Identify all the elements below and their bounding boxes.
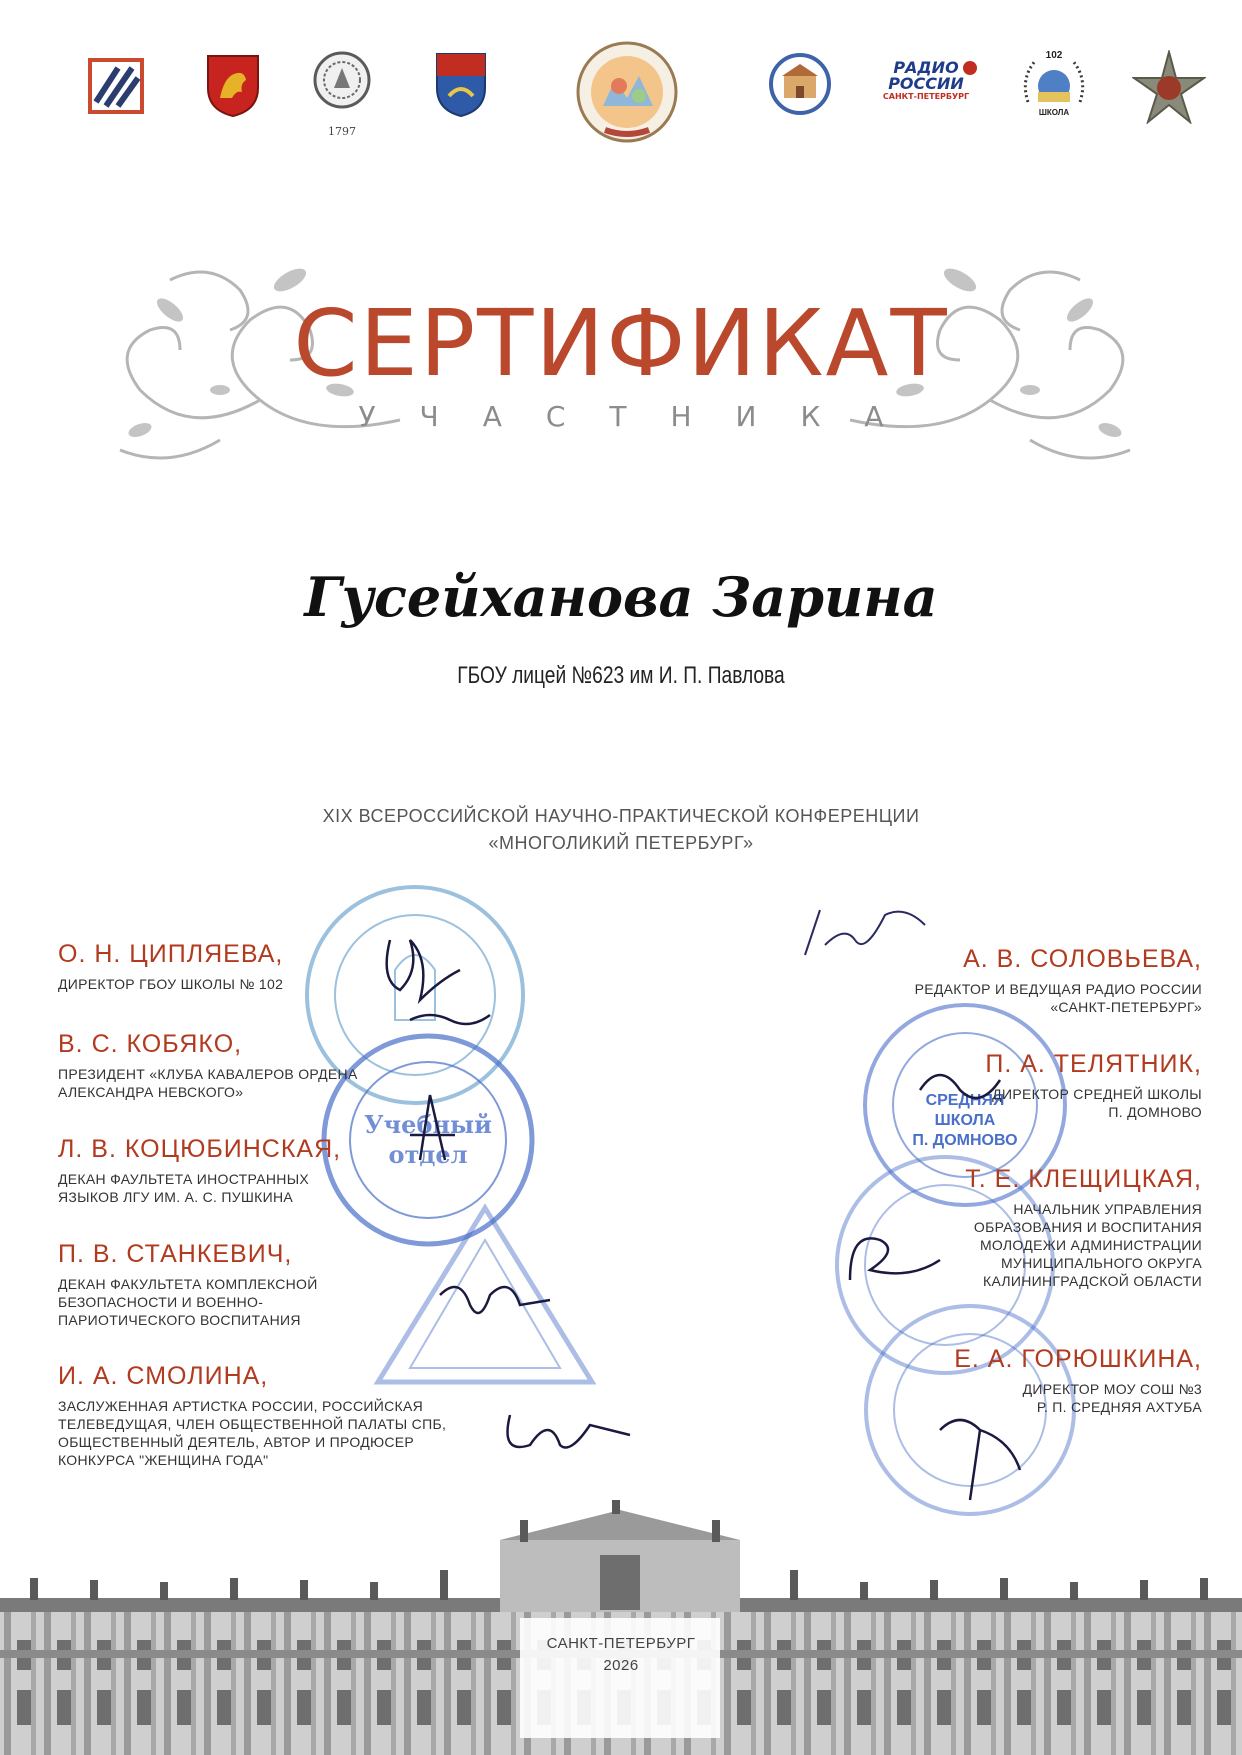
signature-tsiplyaeva-icon <box>370 920 510 1050</box>
signer-left-5 <box>58 1362 446 1469</box>
school-102-emblem <box>1018 48 1090 126</box>
city-coat-of-arms-icon <box>435 52 487 118</box>
signer-right-2 <box>985 1050 1202 1121</box>
certificate-subtitle: УЧАСТНИКА <box>358 400 928 433</box>
university-seal-year: 1797 <box>328 125 356 138</box>
order-star-icon <box>1132 50 1206 124</box>
signer-name: В. С. КОБЯКО, <box>58 1030 243 1058</box>
signer-right-3 <box>965 1165 1202 1290</box>
conference-title <box>0 803 1242 857</box>
radio-rossii-line2: РОССИИ <box>888 74 964 93</box>
signer-right-4 <box>954 1345 1202 1416</box>
signer-left-2 <box>58 1030 358 1101</box>
signer-right-1 <box>915 945 1202 1016</box>
footer-year: 2026 <box>603 1657 639 1674</box>
lion-coat-of-arms-icon <box>206 54 260 118</box>
signer-role: ЗАСЛУЖЕННАЯ АРТИСТКА РОССИИ, РОССИЙСКАЯ ТЕЛЕВЕДУЩАЯ, ЧЛЕН ОБЩЕСТВЕННОЙ ПАЛАТЫ СПБ, ОБЩЕСТВЕННЫЙ ДЕЯТЕЛЬ, АВТОР И ПРОДЮСЕР КОНКУРСА "ЖЕНЩИНА ГОДА" <box>58 1398 447 1468</box>
domnovo-stamp-line1: СРЕДНЯЯ <box>925 1092 1005 1109</box>
school-102-number: 102 <box>1045 50 1063 61</box>
signer-role: ПРЕЗИДЕНТ «КЛУБА КАВАЛЕРОВ ОРДЕНА АЛЕКСАНДРА НЕВСКОГО» <box>58 1066 358 1100</box>
signer-role: ДЕКАН ФАУЛЬТЕТА ИНОСТРАННЫХ ЯЗЫКОВ ЛГУ ИМ. А. С. ПУШКИНА <box>58 1171 310 1205</box>
signer-name: А. В. СОЛОВЬЕВА, <box>963 945 1202 973</box>
certificate-title: СЕРТИФИКАТ <box>293 290 949 397</box>
signer-left-3 <box>58 1135 341 1206</box>
uchebny-stamp-line2: отдел <box>388 1140 468 1169</box>
signer-name: И. А. СМОЛИНА, <box>58 1362 269 1390</box>
conference-line1: XIX ВСЕРОССИЙСКОЙ НАУЧНО-ПРАКТИЧЕСКОЙ КОНФЕРЕНЦИИ <box>322 806 920 826</box>
university-seal-icon <box>312 50 372 116</box>
signer-name: П. А. ТЕЛЯТНИК, <box>985 1050 1202 1078</box>
footer-city: САНКТ-ПЕТЕРБУРГ <box>546 1635 696 1652</box>
winter-palace-illustration-icon <box>0 1500 1242 1755</box>
signer-role: ДИРЕКТОР СРЕДНЕЙ ШКОЛЫ П. ДОМНОВО <box>992 1086 1202 1120</box>
logo-row <box>0 40 1242 150</box>
signer-name: Л. В. КОЦЮБИНСКАЯ, <box>58 1135 342 1163</box>
school-102-caption: ШКОЛА <box>1038 108 1070 117</box>
signature-kobyako-icon <box>390 1090 470 1190</box>
signature-kleshchitskaya-icon <box>830 1220 960 1300</box>
stripes-logo-icon <box>88 58 144 114</box>
university-seal <box>312 50 372 140</box>
footer <box>0 1633 1242 1677</box>
radio-rossii-line1: РАДИО <box>893 58 959 77</box>
recipient-school: ГБОУ лицей №623 им И. П. Павлова <box>457 662 785 689</box>
signer-name: О. Н. ЦИПЛЯЕВА, <box>58 940 284 968</box>
signer-name: Е. А. ГОРЮШКИНА, <box>954 1345 1202 1373</box>
signer-role: ДИРЕКТОР МОУ СОШ №3 Р. П. СРЕДНЯЯ АХТУБА <box>1022 1381 1202 1415</box>
radio-rossii-logo-icon <box>962 60 978 76</box>
signer-role: ДИРЕКТОР ГБОУ ШКОЛЫ № 102 <box>58 976 284 992</box>
signature-stankevich-icon <box>430 1265 560 1335</box>
signer-name: П. В. СТАНКЕВИЧ, <box>58 1240 293 1268</box>
uchebny-stamp-line1: Учебный <box>364 1110 492 1139</box>
signer-role: ДЕКАН ФАКУЛЬТЕТА КОМПЛЕКСНОЙ БЕЗОПАСНОСТИ И ВОЕННО- ПАРИОТИЧЕСКОГО ВОСПИТАНИЯ <box>58 1276 318 1328</box>
signer-left-1 <box>58 940 283 993</box>
domnovo-stamp-line2: ШКОЛА <box>934 1112 996 1129</box>
domnovo-stamp-line3: П. ДОМНОВО <box>912 1132 1018 1149</box>
signer-name: Т. Е. КЛЕЩИЦКАЯ, <box>965 1165 1202 1193</box>
school-building-emblem-icon <box>768 52 832 116</box>
recipient-name: Гусейханова Зарина <box>304 565 938 629</box>
signature-smolina-icon <box>490 1395 640 1465</box>
conference-emblem-icon <box>575 40 679 144</box>
signer-left-4 <box>58 1240 318 1329</box>
conference-line2: «МНОГОЛИКИЙ ПЕТЕРБУРГ» <box>488 833 754 853</box>
signer-role: НАЧАЛЬНИК УПРАВЛЕНИЯ ОБРАЗОВАНИЯ И ВОСПИТАНИЯ МОЛОДЕЖИ АДМИНИСТРАЦИИ МУНИЦИПАЛЬНОГО ОКРУГА КАЛИНИНГРАДСКОЙ ОБЛАСТИ <box>973 1201 1202 1289</box>
signer-role: РЕДАКТОР И ВЕДУЩАЯ РАДИО РОССИИ «САНКТ-ПЕТЕРБУРГ» <box>914 981 1202 1015</box>
signature-goryushkina-icon <box>920 1400 1040 1510</box>
radio-rossii-logo <box>870 60 982 102</box>
radio-rossii-line3: САНКТ-ПЕТЕРБУРГ <box>882 92 970 101</box>
